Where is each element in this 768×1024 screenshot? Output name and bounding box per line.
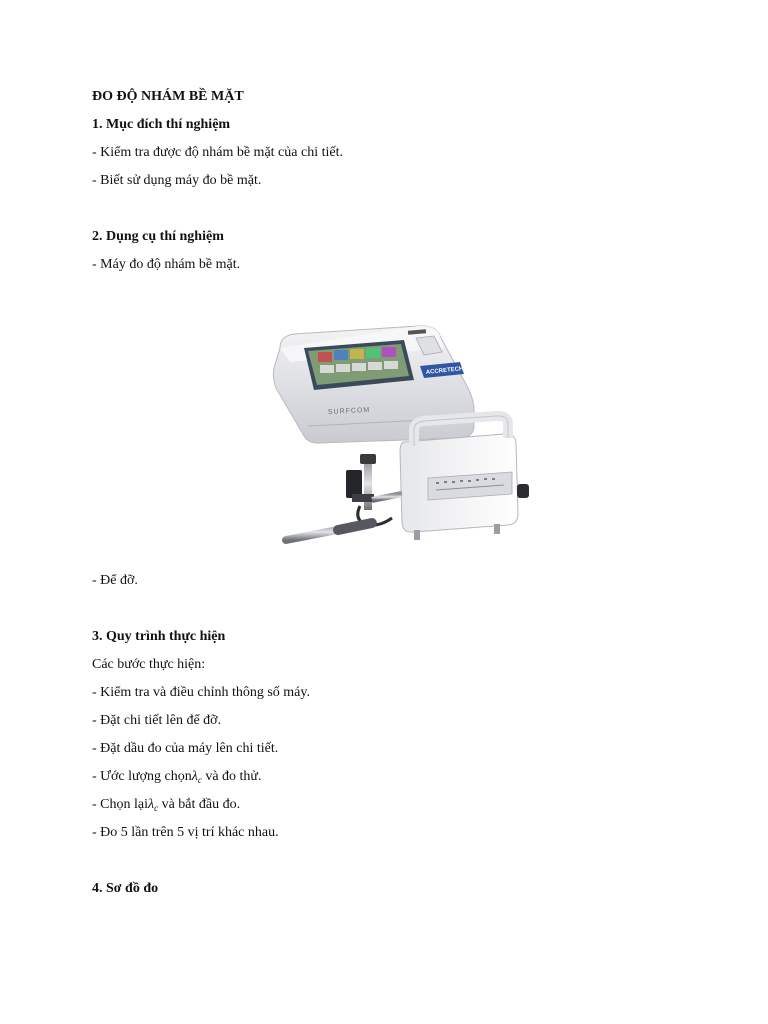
list-item-text: và đo thử. [201, 769, 262, 784]
model-label: SURFCOM [327, 406, 371, 416]
list-item [92, 768, 262, 789]
knob [517, 484, 529, 498]
lambda-c-symbol: $\lambda_c$ [191, 769, 202, 785]
brand-label: ACCRETECH [425, 366, 464, 376]
lambda-c-symbol: $\lambda_c$ [148, 797, 159, 813]
section-4-heading: 4. Sơ đồ đo [92, 881, 159, 896]
device-illustration [268, 318, 538, 553]
surface-roughness-tester-image [268, 318, 538, 553]
list-item: - Kiểm tra được độ nhám bề mặt của chi tiết. [92, 145, 343, 160]
list-item-text: - Chọn lại [92, 797, 148, 812]
stand-post [364, 458, 372, 510]
list-item: - Đặt chi tiết lên để đỡ. [92, 713, 222, 728]
list-item: - Máy đo độ nhám bề mặt. [92, 257, 241, 272]
list-item-text: - Ước lượng chọn [92, 769, 192, 784]
list-item [92, 796, 240, 817]
list-item: - Kiểm tra và điều chỉnh thông số máy. [92, 685, 310, 700]
clamp-block [346, 470, 362, 498]
page-title: ĐO ĐỘ NHÁM BỀ MẶT [92, 89, 244, 104]
section-3-heading: 3. Quy trình thực hiện [92, 629, 226, 644]
list-item-text: và bắt đầu đo. [158, 797, 241, 812]
section-1-heading: 1. Mục đích thí nghiệm [92, 117, 231, 132]
section-3-intro: Các bước thực hiện: [92, 657, 206, 672]
list-item: - Đặt dầu đo của máy lên chi tiết. [92, 741, 279, 756]
section-2-heading: 2. Dụng cụ thí nghiệm [92, 229, 224, 244]
list-item: - Đo 5 lần trên 5 vị trí khác nhau. [92, 825, 279, 840]
list-item: - Để đỡ. [92, 573, 138, 588]
list-item: - Biết sử dụng máy đo bề mặt. [92, 173, 262, 188]
